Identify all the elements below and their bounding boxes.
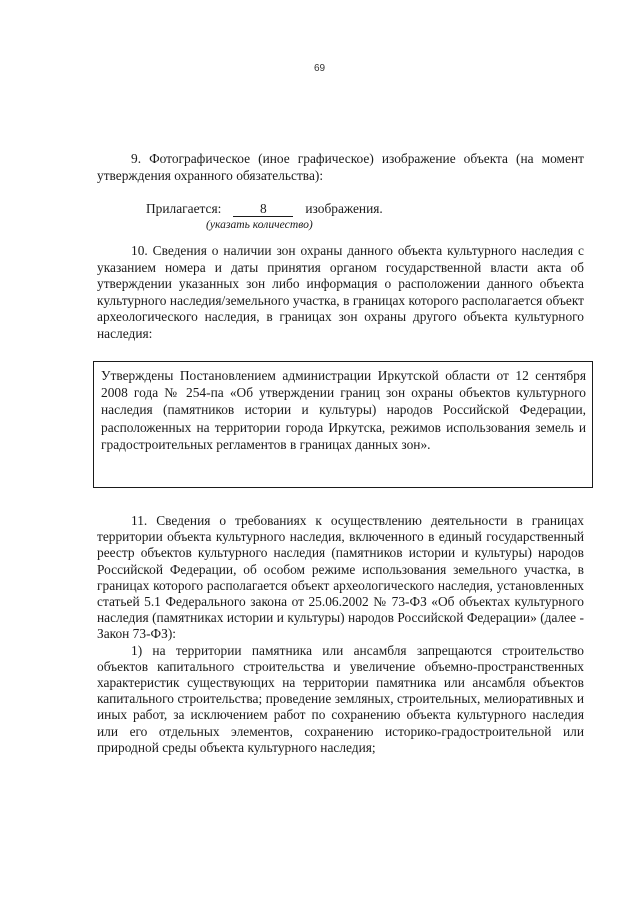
section-9-text: 9. Фотографическое (иное графическое) изображение объекта (на момент утверждения охранного обязательства):: [97, 151, 584, 183]
attachment-hint: (указать количество): [206, 218, 313, 231]
attachment-count: 8: [233, 202, 293, 217]
section-11: [97, 513, 584, 756]
page-number: 69: [313, 63, 326, 74]
attachment-suffix: изображения.: [305, 201, 383, 216]
attachment-line: [146, 201, 383, 217]
zone-protection-text: Утверждены Постановлением администрации Иркутской области от 12 сентября 2008 года № 254-па «Об утверждении границ зон охраны объектов культурного наследия (памятников истории и культуры) народов Российской Федерации, расположенных на территории города Иркутска, режимов использования земель и градостроительных регламентов в границах данных зон».: [101, 368, 586, 452]
section-10: [97, 243, 584, 343]
zone-protection-box: [93, 361, 593, 488]
section-11-item-1: 1) на территории памятника или ансамбля запрещаются строительство объектов капитального строительства и увеличение объемно-пространственных характеристик существующих на территории памятника или ансамбля объектов капитального строительства; проведение земляных, строительных, мелиоративных и иных работ, за исключением работ по сохранению объекта культурного наследия или его отдельных элементов, сохранению историко-градостроительной или природной среды объекта культурного наследия;: [97, 642, 584, 755]
section-11-text: 11. Сведения о требованиях к осуществлению деятельности в границах территории объекта культурного наследия, включенного в единый государственный реестр объектов культурного наследия (памятников истории и культуры) народов Российской Федерации, об особом режиме использования земельного участка, в границах которого располагается объект археологического наследия, установленных статьей 5.1 Федерального закона от 25.06.2002 № 73-ФЗ «Об объектах культурного наследия (памятниках истории и культуры) народов Российской Федерации» (далее - Закон 73-ФЗ):: [97, 513, 584, 642]
section-9: [97, 151, 584, 184]
section-10-text: 10. Сведения о наличии зон охраны данного объекта культурного наследия с указанием номера и даты принятия органом государственной власти акта об утверждении указанных зон либо информация о расположении данного объекта культурного наследия/земельного участка, в границах которого располагается объект археологического наследия, в границах зон охраны другого объекта культурного наследия:: [97, 243, 584, 341]
attachment-label: Прилагается:: [146, 201, 222, 216]
